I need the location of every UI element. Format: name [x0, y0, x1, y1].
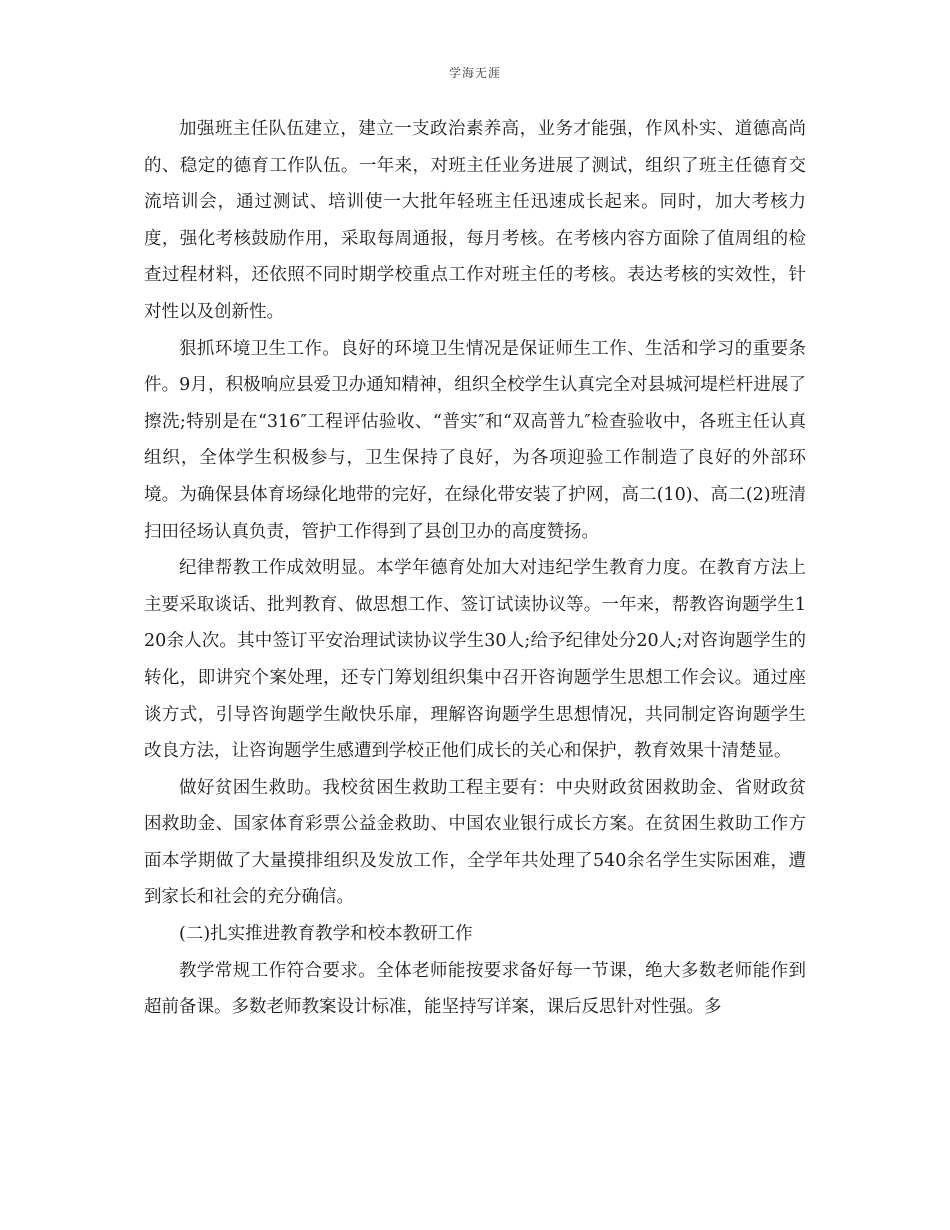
document-body: [144, 111, 806, 1026]
paragraph-discipline-assistance: 纪律帮教工作成效明显。本学年德育处加大对违纪学生教育力度。在教育方法上主要采取谈话、批判教育、做思想工作、签订试读协议等。一年来，帮教咨询题学生120余人次。其中签订平安治理试读协议学生30人;给予纪律处分20人;对咨询题学生的转化，即讲究个案处理，还专门筹划组织集中召开咨询题学生思想工作会议。通过座谈方式，引导咨询题学生敞快乐扉，理解咨询题学生思想情况，共同制定咨询题学生改良方法，让咨询题学生感遭到学校正他们成长的关心和保护，教育效果十清楚显。: [144, 558, 806, 762]
paragraph-class-teacher-team: 加强班主任队伍建立，建立一支政治素养高，业务才能强，作风朴实、道德高尚的、稳定的德育工作队伍。一年来，对班主任业务进展了测试，组织了班主任德育交流培训会，通过测试、培训使一大批年轻班主任迅速成长起来。同时，加大考核力度，强化考核鼓励作用，采取每周通报，每月考核。在考核内容方面除了值周组的检查过程材料，还依照不同时期学校重点工作对班主任的考核。表达考核的实效性，针对性以及创新性。: [144, 119, 806, 322]
paragraph-poverty-aid: 做好贫困生救助。我校贫困生救助工程主要有：中央财政贫困救助金、省财政贫困救助金、国家体育彩票公益金救助、中国农业银行成长方案。在贫困生救助工作方面本学期做了大量摸排组织及发放工作，全学年共处理了540余名学生实际困难，遭到家长和社会的充分确信。: [144, 777, 806, 908]
paragraph-environment-hygiene: 狠抓环境卫生工作。良好的环境卫生情况是保证师生工作、生活和学习的重要条件。9月，积极响应县爱卫办通知精神，组织全校学生认真完全对县城河堤栏杆进展了擦洗;特别是在“316″工程评估验收、“普实″和“双高普九″检查验收中，各班主任认真组织，全体学生积极参与，卫生保持了良好，为各项迎验工作制造了良好的外部环境。为确保县体育场绿化地带的完好，在绿化带安装了护网，高二(10)、高二(2)班清扫田径场认真负责，管护工作得到了县创卫办的高度赞扬。: [144, 338, 806, 542]
paragraph-teaching-routine: 教学常规工作符合要求。全体老师能按要求备好每一节课，绝大多数老师能作到超前备课。多数老师教案设计标准，能坚持写详案，课后反思针对性强。多: [144, 960, 806, 1018]
page-header-title: 学海无涯: [448, 66, 501, 80]
section-heading-teaching-research: (二)扎实推进教育教学和校本教研工作: [179, 924, 473, 945]
